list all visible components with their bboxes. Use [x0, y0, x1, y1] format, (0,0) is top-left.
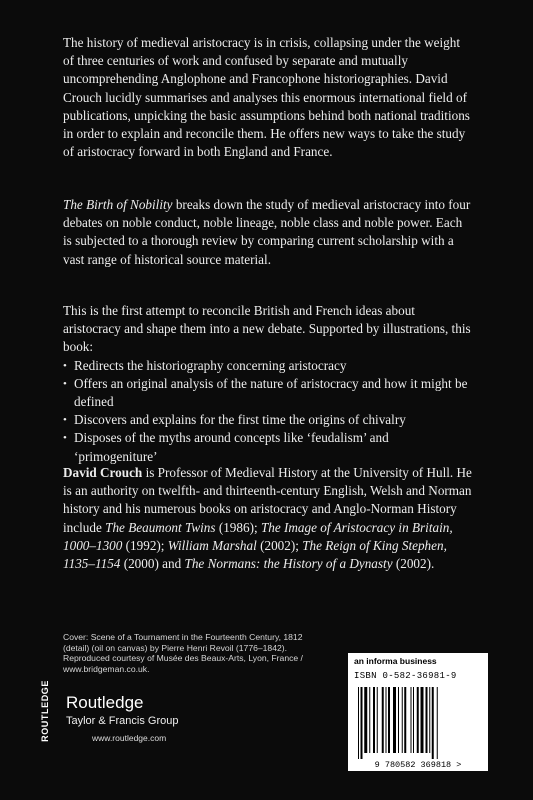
author-bio-text: [63, 464, 473, 573]
barcode-bar: [358, 687, 359, 759]
barcode-bar: [417, 687, 419, 753]
cover-credit-line-1: Cover: Scene of a Tournament in the Fourteenth Century, 1812 (detail) (oil on canvas) by Pierre Henri Revoil (1776–1842).: [63, 632, 303, 653]
barcode-bar: [386, 687, 387, 753]
isbn-text: ISBN 0-582-36981-9: [354, 671, 457, 681]
description-paragraph-3: [63, 302, 473, 466]
author-bio-segment: is Professor of Medieval History at the University of Hull. He is an authority on twelfth- and thirteenth-century English, Welsh and Norman history and his numerous books on aristocracy and Anglo-Norman History include: [63, 465, 472, 535]
barcode-bar: [361, 687, 363, 759]
barcode-bar: [373, 687, 375, 753]
book-title: The Normans: the History of a Dynasty: [184, 556, 393, 572]
barcode-bar: [411, 687, 412, 753]
book-title: William Marshal: [167, 537, 257, 553]
book-title: The Beaumont Twins: [105, 519, 216, 535]
barcode-bar: [413, 687, 414, 753]
feature-list-item: • Disposes of the myths around concepts like ‘feudalism’ and ‘primogeniture’: [63, 429, 473, 465]
description-text-2-body: breaks down the study of medieval aristocracy into four debates on noble conduct, noble lineage, noble class and noble power. Each is subjected to a thorough review by comparing current scholarship with a vast range of historical source material.: [63, 197, 471, 267]
feature-list: [63, 357, 473, 466]
barcode-bar: [426, 687, 428, 753]
publisher-group: Taylor & Francis Group: [66, 715, 179, 727]
author-bio: [63, 464, 473, 573]
feature-list-item: • Redirects the historiography concerning aristocracy: [63, 357, 473, 375]
barcode-number: 9 780582 369818 >: [374, 760, 462, 770]
feature-list-item: • Offers an original analysis of the nature of aristocracy and how it might be defined: [63, 375, 473, 411]
barcode-bar: [364, 687, 367, 753]
barcode-bar: [402, 687, 403, 753]
barcode-bar: [398, 687, 399, 753]
barcode-bar: [393, 687, 396, 753]
description-paragraph-1: [63, 34, 473, 161]
author-bio-segment: (2000) and: [120, 556, 185, 572]
barcode-bar: [437, 687, 438, 759]
barcode-bar: [404, 687, 406, 753]
routledge-logo-icon: [34, 680, 56, 742]
barcode-icon: [348, 683, 488, 771]
publisher-name: Routledge: [66, 693, 144, 712]
cover-credit-line-2: Reproduced courtesy of Musée des Beaux-Arts, Lyon, France / www.bridgeman.co.uk.: [63, 653, 303, 674]
feature-list-item: • Discovers and explains for the first time the origins of chivalry: [63, 411, 473, 429]
book-title: The Reign of King Stephen, 1135–1154: [63, 537, 447, 572]
barcode-bar: [377, 687, 378, 753]
barcode-bar: [432, 687, 434, 759]
publisher-url: www.routledge.com: [92, 733, 167, 743]
author-name: David Crouch: [63, 465, 143, 480]
author-bio-segment: (2002);: [256, 537, 303, 553]
informa-label: an informa business: [354, 656, 437, 666]
description-text-1: The history of medieval aristocracy is in crisis, collapsing under the weight of three centuries of work and confused by separate and mutually uncomprehending Anglophone and Francophone historiographies. David Crouch lucidly summarises and analyses this enormous international field of publications, unpicking the basic assumptions behind both national traditions in order to explain and reconcile them. He offers new ways to take the study of aristocracy forward in both England and France.: [63, 35, 470, 160]
book-title-italic: The Birth of Nobility: [63, 197, 173, 212]
barcode-bar: [382, 687, 384, 753]
routledge-logo-text: ROUTLEDGE: [40, 680, 50, 742]
description-text-2: [63, 196, 473, 269]
author-bio-segment: (1992);: [122, 537, 168, 553]
description-paragraph-2: [63, 196, 473, 269]
author-bio-segment: (1986);: [215, 519, 261, 535]
barcode-panel: [348, 653, 488, 771]
barcode-bar: [429, 687, 430, 753]
book-title: The Image of Aristocracy in Britain, 1000–1300: [63, 519, 453, 553]
cover-credit: [63, 632, 313, 674]
barcode-bar: [421, 687, 424, 753]
description-text-3-intro: This is the first attempt to reconcile British and French ideas about aristocracy and shape them into a new debate. Supported by illustrations, this book:: [63, 303, 471, 355]
barcode-bar: [388, 687, 390, 753]
author-bio-segment: (2002).: [392, 556, 435, 572]
barcode-bar: [369, 687, 370, 753]
